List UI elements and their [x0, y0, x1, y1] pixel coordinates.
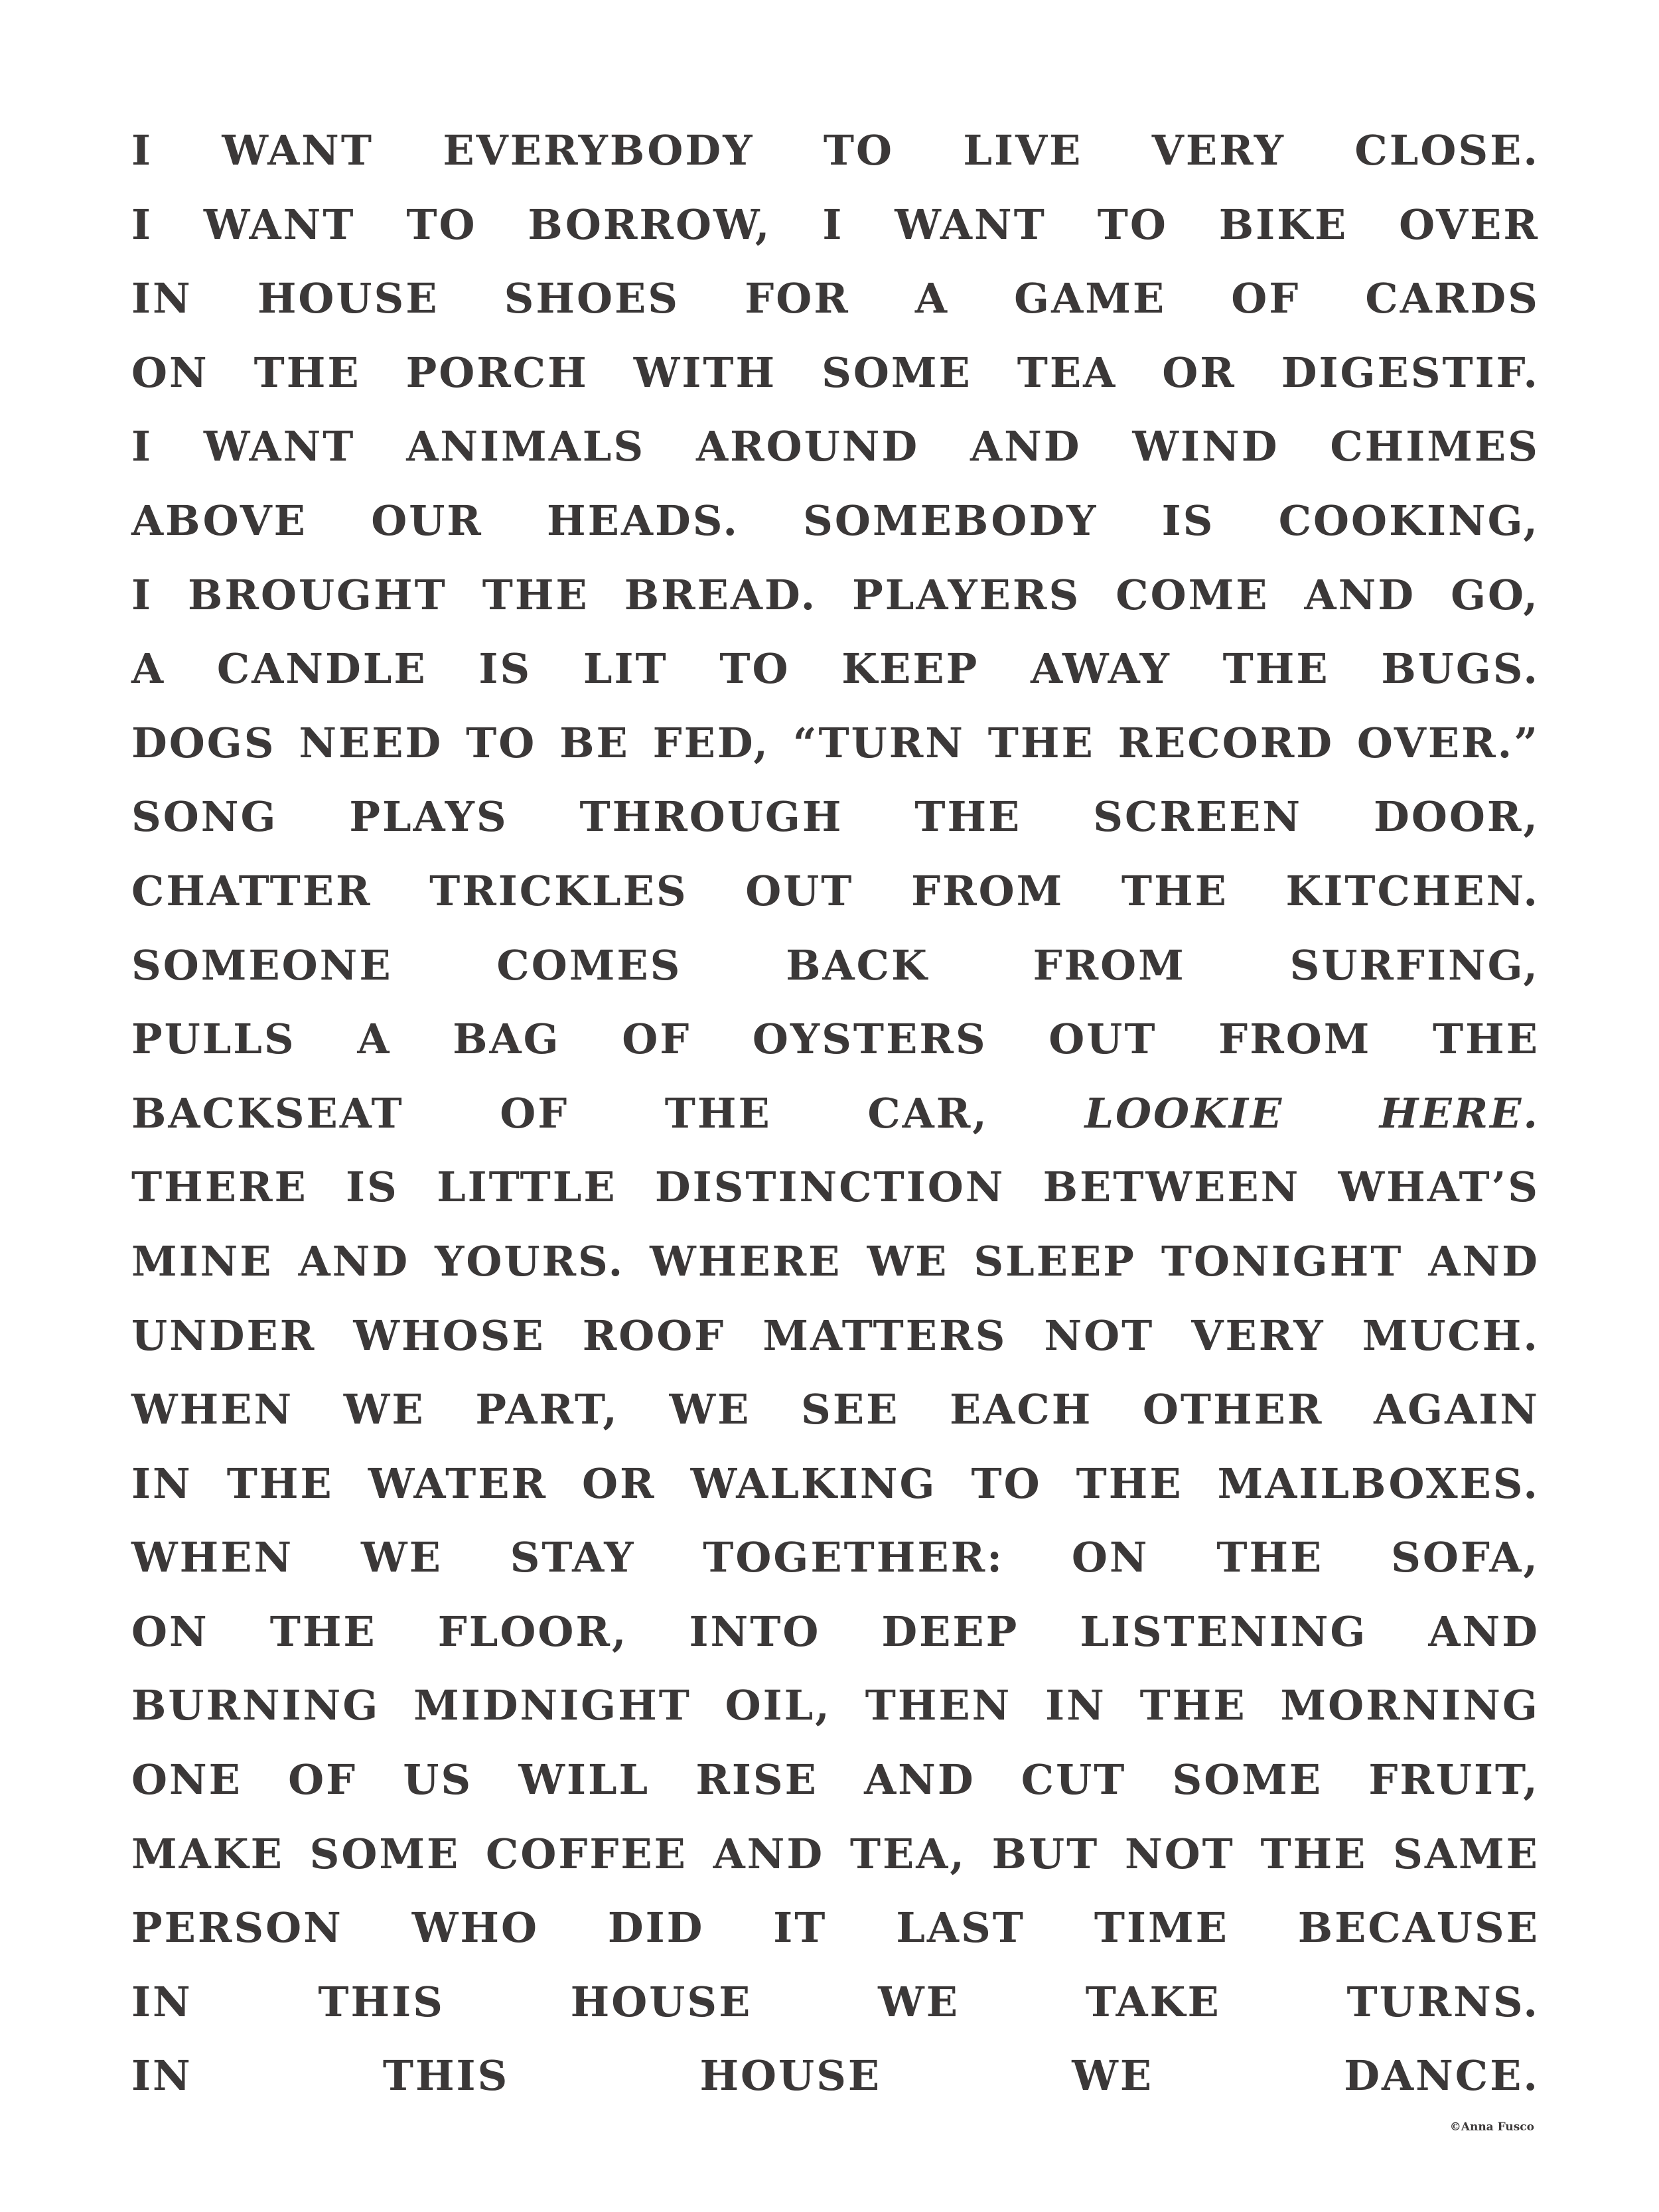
poem-word: THERE [131, 1163, 308, 1212]
poem-word: PLAYERS [852, 570, 1081, 619]
poem-word: TO [406, 200, 477, 249]
poem-word: PORCH [405, 348, 589, 397]
poem-word: FROM [1033, 940, 1186, 990]
poem-word: “TURN [792, 718, 965, 767]
poem-word: HOUSE [570, 1977, 753, 2026]
poem-word: AND [970, 422, 1082, 471]
poem-word: TEA [1017, 348, 1118, 397]
poem-word: THE [269, 1607, 377, 1656]
poem-word: I [131, 200, 153, 249]
poem-word: THE [226, 1459, 334, 1508]
poem-word: THROUGH [579, 792, 843, 842]
poem-word: THE [914, 792, 1022, 842]
poem-word: SAME [1393, 1829, 1540, 1878]
poem-word: FLOOR, [437, 1607, 628, 1656]
poem-word: MUCH. [1362, 1311, 1540, 1360]
poem-word: BACKSEAT [131, 1088, 404, 1138]
poem-word: PART, [475, 1385, 619, 1434]
poem-word: AGAIN [1374, 1385, 1540, 1434]
poem-word: LISTENING [1080, 1607, 1368, 1656]
poem-word: RECORD [1118, 718, 1334, 767]
poem-word: NEED [299, 718, 443, 767]
poem-word: BUGS. [1381, 644, 1540, 694]
poem-word: BETWEEN [1043, 1163, 1301, 1212]
poem-word: EACH [949, 1385, 1093, 1434]
poem-line [131, 571, 1540, 645]
poem-word: OUR [371, 496, 483, 545]
poem-word: IN [1045, 1681, 1106, 1730]
poem-line [131, 1978, 1540, 2052]
poem-word: HOUSE [257, 274, 439, 323]
poem-word: BE [559, 718, 630, 767]
poem-word: IN [131, 2051, 192, 2101]
poem-word: COOKING, [1278, 496, 1540, 545]
poem-line [131, 1607, 1540, 1682]
poem-word: OF [288, 1755, 358, 1805]
poem-word: TO [823, 126, 895, 175]
poem-word: KITCHEN. [1285, 866, 1540, 915]
poem-word: WALKING [690, 1459, 937, 1508]
poem-word: WE [343, 1385, 425, 1434]
poem-word: TO [1097, 200, 1168, 249]
poem-word: ANIMALS [406, 422, 646, 471]
poem-word: IS [1161, 496, 1215, 545]
poem-line [131, 1015, 1540, 1089]
poem-word: NOT [1044, 1311, 1155, 1360]
poem-word: COFFEE [485, 1829, 687, 1878]
poem-line [131, 1089, 1540, 1163]
poem-word: OF [1231, 274, 1301, 323]
poem-word: CHATTER [131, 866, 372, 915]
poem-word: IN [131, 274, 192, 323]
poem-line [131, 719, 1540, 793]
poem-word: EVERYBODY [443, 126, 755, 175]
poem-word: WITH [633, 348, 777, 397]
poem-word: CAR, [867, 1088, 989, 1138]
poem-word: SEE [801, 1385, 900, 1434]
poem-word: GAME [1014, 274, 1167, 323]
poem-word: TEA, [849, 1829, 966, 1878]
poem-word: TIME [1094, 1903, 1229, 1953]
poem-line [131, 200, 1540, 275]
poem-line [131, 941, 1540, 1015]
poem-word: IS [478, 644, 532, 694]
poem-word: AND [1304, 570, 1416, 619]
poem-word: HOUSE [699, 2051, 882, 2101]
poem-word: DIGESTIF. [1281, 348, 1540, 397]
poem-word: SOME [1172, 1755, 1323, 1805]
poem-word: TO [466, 718, 537, 767]
poem-word: WHO [411, 1903, 539, 1953]
poem-word: LIT [583, 644, 668, 694]
poem-word: I [822, 200, 844, 249]
poem-word: AND [1428, 1236, 1540, 1286]
poem-word: I [131, 126, 153, 175]
poem-word: OF [622, 1015, 691, 1064]
poem-line [131, 422, 1540, 496]
poem-word: THE [1216, 1533, 1324, 1582]
poem-word: OR [1162, 348, 1236, 397]
poem-word: BREAD. [624, 570, 818, 619]
poem-word: WHOSE [353, 1311, 545, 1360]
poem-word: A [914, 274, 950, 323]
poem-word: ON [131, 348, 209, 397]
poem-word: DANCE. [1344, 2051, 1540, 2101]
poem-word: BACK [786, 940, 929, 990]
poem-word: GO, [1451, 570, 1540, 619]
poem-line [131, 1755, 1540, 1830]
poem-word: WHEN [131, 1533, 294, 1582]
poem-word: OYSTERS [752, 1015, 987, 1064]
poem-word: THE [1433, 1015, 1540, 1064]
poem-word: WE [878, 1977, 960, 2026]
poem-word: LOOKIE [1084, 1088, 1284, 1138]
poem-word: STAY [510, 1533, 636, 1582]
poem-word: PERSON [131, 1903, 343, 1953]
poem-word: AND [864, 1755, 975, 1805]
poem-word: LAST [896, 1903, 1025, 1953]
poem-word: MINE [131, 1236, 273, 1286]
poem-word: BUT [991, 1829, 1100, 1878]
poem-word: DISTINCTION [654, 1163, 1005, 1212]
poem-word: LIVE [963, 126, 1083, 175]
poem-word: TO [971, 1459, 1042, 1508]
poem-word: WHAT’S [1338, 1163, 1540, 1212]
poem-line [131, 1533, 1540, 1607]
poem-word: US [403, 1755, 473, 1805]
poem-word: MAILBOXES. [1217, 1459, 1540, 1508]
poem-word: SOME [822, 348, 972, 397]
poem-word: AND [1428, 1607, 1540, 1656]
poem-word: WE [360, 1533, 443, 1582]
poem-word: AWAY [1030, 644, 1171, 694]
poem-word: PULLS [131, 1015, 296, 1064]
poem-word: THE [987, 718, 1095, 767]
poem-word: THE [253, 348, 361, 397]
poem-word: WIND [1132, 422, 1279, 471]
poem-line [131, 867, 1540, 941]
poem-word: CHIMES [1330, 422, 1540, 471]
credit-text: ©Anna Fusco [1449, 2120, 1534, 2134]
poem-word: OVER [1399, 200, 1540, 249]
poem-word: DOOR, [1374, 792, 1540, 842]
poem-word: SOFA, [1391, 1533, 1540, 1582]
poem-word: HEADS. [547, 496, 739, 545]
poem-line [131, 274, 1540, 348]
poem-word: PLAYS [349, 792, 508, 842]
poem-word: INTO [689, 1607, 821, 1656]
poem-word: AND [298, 1236, 410, 1286]
poem-word: RISE [695, 1755, 818, 1805]
poem-word: FED, [652, 718, 770, 767]
poem-word: IT [773, 1903, 828, 1953]
poem-word: NOT [1124, 1829, 1235, 1878]
poem-word: THE [1076, 1459, 1183, 1508]
poem-word: I [131, 422, 153, 471]
poem-word: THE [1139, 1681, 1247, 1730]
poem-word: TOGETHER: [703, 1533, 1004, 1582]
poem-word: IS [346, 1163, 399, 1212]
poem-line [131, 496, 1540, 571]
poem-line [131, 1237, 1540, 1311]
poem-word: WE [669, 1385, 751, 1434]
poem-word: WILL [518, 1755, 650, 1805]
poem-word: WANT [203, 200, 356, 249]
poem-word: MAKE [131, 1829, 284, 1878]
poem-word: SURFING, [1289, 940, 1540, 990]
poem-word: VERY [1151, 126, 1286, 175]
poem-word: SCREEN [1093, 792, 1303, 842]
poem-word: SOME [309, 1829, 461, 1878]
poem-word: OR [582, 1459, 656, 1508]
poem-word: AROUND [696, 422, 920, 471]
poem-word: MORNING [1280, 1681, 1540, 1730]
poem-word: CLOSE. [1354, 126, 1540, 175]
poem-word: OUT [745, 866, 854, 915]
poem-word: BORROW, [528, 200, 772, 249]
poem-line [131, 1459, 1540, 1534]
poem-word: BROUGHT [188, 570, 447, 619]
poem-word: ONE [131, 1755, 242, 1805]
poem-word: UNDER [131, 1311, 317, 1360]
poem-line [131, 348, 1540, 423]
poem-line [131, 2051, 1540, 2126]
poem-word: WHERE [650, 1236, 842, 1286]
poem-line [131, 1163, 1540, 1237]
poem-word: CANDLE [216, 644, 427, 694]
poem-word: A [357, 1015, 392, 1064]
poem-word: THEN [865, 1681, 1012, 1730]
poem-word: OF [500, 1088, 569, 1138]
poem-word: THE [1222, 644, 1330, 694]
poem-word: THIS [318, 1977, 445, 2026]
poem-word: CARDS [1365, 274, 1540, 323]
poem-word: WANT [895, 200, 1046, 249]
poem-word: WANT [222, 126, 374, 175]
poem-word: TONIGHT [1161, 1236, 1404, 1286]
poem-word: THE [1260, 1829, 1368, 1878]
poem-word: MIDNIGHT [413, 1681, 691, 1730]
poem-word: TURNS. [1346, 1977, 1540, 2026]
poem-word: SONG [131, 792, 278, 842]
poem-word: IN [131, 1459, 192, 1508]
poem-word: ABOVE [131, 496, 307, 545]
poem-word: FROM [911, 866, 1064, 915]
poem-word: SOMEBODY [803, 496, 1098, 545]
poem-word: CUT [1021, 1755, 1127, 1805]
poem-word: WHEN [131, 1385, 294, 1434]
poem-line [131, 792, 1540, 867]
poem-word: THE [1121, 866, 1228, 915]
poem-line [131, 1681, 1540, 1755]
poem-line [131, 1903, 1540, 1978]
poem-word: FRUIT, [1368, 1755, 1540, 1805]
poem-line [131, 1311, 1540, 1386]
poem-word: ON [131, 1607, 209, 1656]
poem-word: SHOES [504, 274, 680, 323]
poem-word: THE [482, 570, 589, 619]
poem-word: IN [131, 1977, 192, 2026]
poem-word: FOR [745, 274, 850, 323]
poem-word: MATTERS [762, 1311, 1007, 1360]
poem-word: THE [664, 1088, 772, 1138]
poem-word: ON [1071, 1533, 1149, 1582]
poem-word: KEEP [841, 644, 979, 694]
poem-word: DID [607, 1903, 705, 1953]
poem-word: BAG [453, 1015, 561, 1064]
poem-word: WE [1072, 2051, 1154, 2101]
poem-word: FROM [1218, 1015, 1372, 1064]
poem-word: SOMEONE [131, 940, 393, 990]
poem-word: A [131, 644, 166, 694]
poem-word: YOURS. [435, 1236, 625, 1286]
poem-word: COMES [496, 940, 682, 990]
poem-line [131, 644, 1540, 719]
poem-word: LITTLE [437, 1163, 617, 1212]
poem-word: VERY [1191, 1311, 1325, 1360]
poem-word: SLEEP [974, 1236, 1136, 1286]
poem-text [131, 126, 1540, 2126]
poem-word: TRICKLES [429, 866, 688, 915]
poem-word: TAKE [1085, 1977, 1221, 2026]
poem-word: BECAUSE [1297, 1903, 1540, 1953]
poem-word: COME [1116, 570, 1269, 619]
poem-word: OTHER [1142, 1385, 1324, 1434]
poem-line [131, 126, 1540, 200]
poem-word: WATER [368, 1459, 547, 1508]
poem-word: ROOF [582, 1311, 726, 1360]
poem-word: THIS [382, 2051, 510, 2101]
poem-word: OUT [1048, 1015, 1157, 1064]
poem-line [131, 1830, 1540, 1904]
poem-word: OIL, [725, 1681, 831, 1730]
poem-line [131, 1385, 1540, 1459]
poem-word: DOGS [131, 718, 276, 767]
poem-word: TO [719, 644, 790, 694]
poem-word: BIKE [1218, 200, 1348, 249]
poem-word: AND [713, 1829, 825, 1878]
poem-word: HERE. [1379, 1088, 1540, 1138]
poem-word: DEEP [881, 1607, 1019, 1656]
poem-word: OVER.” [1356, 718, 1540, 767]
poem-word: WE [867, 1236, 949, 1286]
poem-word: WANT [203, 422, 356, 471]
poem-word: I [131, 570, 153, 619]
poem-word: BURNING [131, 1681, 380, 1730]
